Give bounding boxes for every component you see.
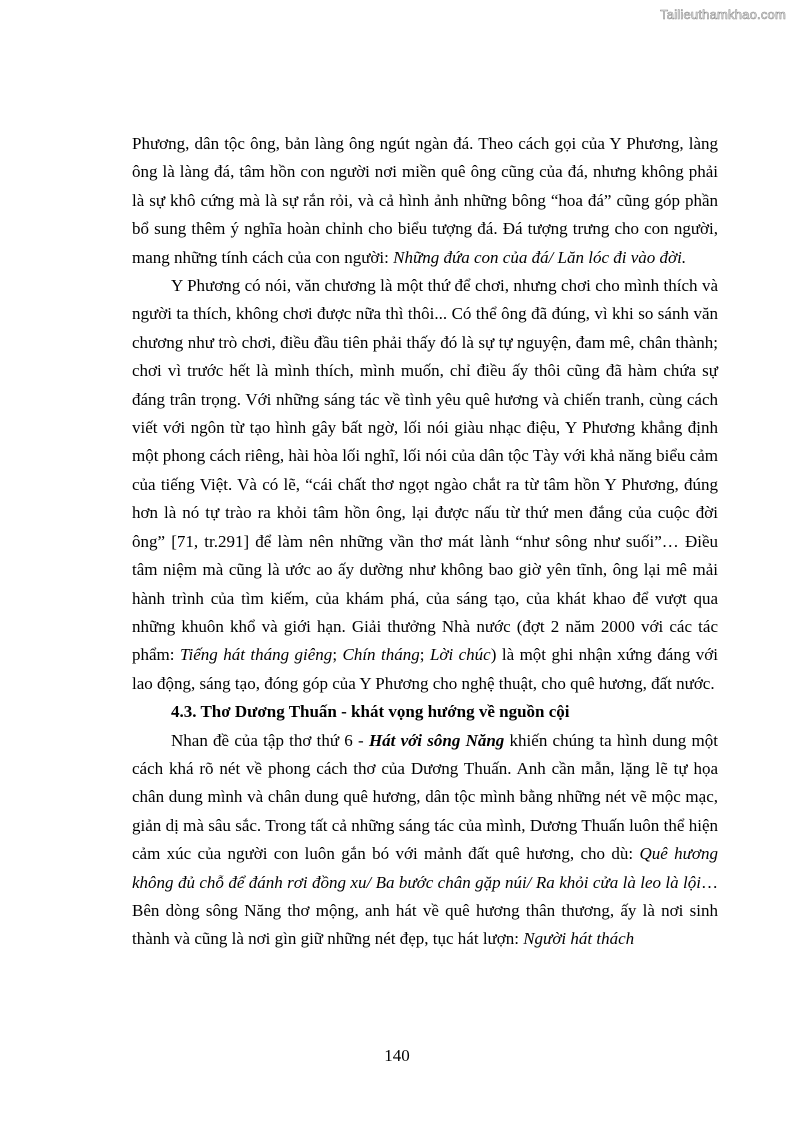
text-segment: Chín tháng xyxy=(342,645,420,665)
text-segment: Lời chúc xyxy=(429,645,491,665)
text-segment: Hát với sông Năng xyxy=(368,730,505,750)
document-body xyxy=(132,130,718,954)
paragraph-1 xyxy=(132,130,718,272)
text-segment: Những đứa con của đá/ Lăn lóc đi vào đời. xyxy=(393,247,687,267)
watermark: Tailieuthamkhao.com xyxy=(660,7,786,22)
text-segment: Quê hương không đủ chỗ để đánh rơi đồng xu/ Ba bước chân gặp núi/ Ra khỏi cửa là leo là lội xyxy=(132,844,718,892)
text-segment: Phương, dân tộc ông, bản làng ông ngút ngàn đá. Theo cách gọi của Y Phương, làng ông là làng đá, tâm hồn con người nơi miền quê ông cũng của đá, nhưng không phải là sự khô cứng mà là sự rắn rỏi, và cả hình ảnh những bông “hoa đá” cũng góp phần bổ sung thêm ý nghĩa hoàn chỉnh cho biểu tượng đá. Đá tượng trưng cho con người, mang những tính cách của con người: xyxy=(132,134,718,267)
paragraph-3 xyxy=(132,727,718,954)
text-segment: ; xyxy=(332,645,343,665)
text-segment: ; xyxy=(419,645,430,665)
text-segment: Y Phương có nói, văn chương là một thứ để chơi, nhưng chơi cho mình thích và người ta thích, không chơi được nữa thì thôi... Có thể ông đã đúng, vì khi so sánh văn chương như trò chơi, điều đầu tiên phải thấy đó là sự tự nguyện, đam mê, chân thành; chơi vì trước hết là mình thích, mình muốn, chỉ điều ấy thôi cũng đã hàm chứa sự đáng trân trọng. Với những sáng tác về tình yêu quê hương và chiến tranh, cùng cách viết với ngôn từ tạo hình gây bất ngờ, lối nói giàu nhạc điệu, Y Phương khẳng định một phong cách riêng, hài hòa lối nghĩ, lối nói của dân tộc Tày với khả năng biểu cảm của tiếng Việt. Và có lẽ, “cái chất thơ ngọt ngào chắt ra từ tâm hồn Y Phương, đúng hơn là nó tự trào ra khỏi tâm hồn ông, lại được nấu từ thứ men đắng của cuộc đời ông” [71, tr.291] để làm nên những vần thơ mát lành “như sông như suối”… Điều tâm niệm mà cũng là ước ao ấy dường như không bao giờ yên tĩnh, ông lại mê mải hành trình của tìm kiếm, của khám phá, của sáng tạo, của khát khao để vượt qua những khuôn khổ và giới hạn. Giải thưởng Nhà nước (đợt 2 năm 2000 với các tác phẩm: xyxy=(132,276,718,665)
text-segment: ) là một ghi nhận xứng đáng với lao động, sáng tạo, đóng góp của Y Phương cho nghệ thuật, cho quê hương, đất nước. xyxy=(132,645,719,693)
page-number: 140 xyxy=(384,1046,410,1065)
text-segment: Nhan đề của tập thơ thứ 6 - xyxy=(171,730,369,750)
text-segment: … Bên dòng sông Năng thơ mộng, anh hát về quê hương thân thương, ấy là nơi sinh thành và cũng là nơi gìn giữ những nét đẹp, tục hát lượn: xyxy=(132,872,718,949)
text-segment: Tiếng hát tháng giêng xyxy=(179,645,333,665)
section-heading: 4.3. Thơ Dương Thuấn - khát vọng hướng về nguồn cội xyxy=(171,702,570,722)
text-segment: khiến chúng ta hình dung một cách khá rõ nét về phong cách thơ của Dương Thuấn. Anh cần mẫn, lặng lẽ tự họa chân dung mình và chân dung quê hương, dân tộc mình bằng những nét vẽ mộc mạc, giản dị mà sâu sắc. Trong tất cả những sáng tác của mình, Dương Thuấn luôn thể hiện cảm xúc của người con luôn gắn bó với mảnh đất quê hương, cho dù: xyxy=(132,730,718,864)
text-segment: Người hát thách xyxy=(523,929,635,949)
paragraph-2 xyxy=(132,272,718,698)
